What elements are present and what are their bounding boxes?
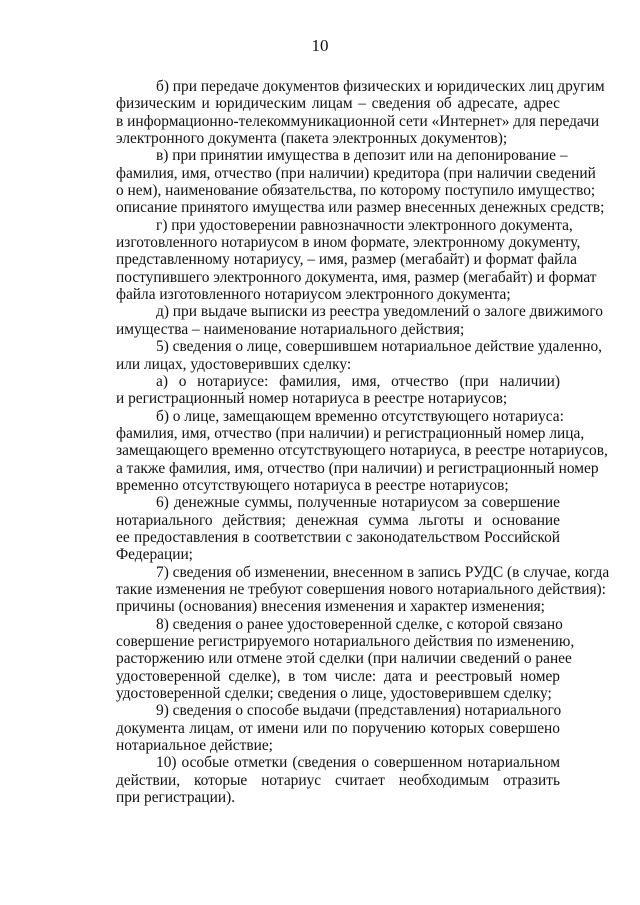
text-line: изготовленного нотариусом в ином формате, электронному документу, bbox=[116, 234, 581, 252]
paragraph-v-deposit bbox=[76, 147, 605, 217]
paragraph-10-special-notes bbox=[76, 754, 560, 806]
text-line: поступившего электронного документа, имя, размер (мегабайт) и формат bbox=[116, 268, 597, 286]
text-line: файла изготовленного нотариусом электронного документа; bbox=[116, 286, 511, 304]
text-line: причины (основания) внесения изменения и характер изменения; bbox=[116, 598, 545, 616]
paragraph-b-document-transfer bbox=[76, 78, 605, 148]
text-line: б) о лице, замещающем временно отсутствующего нотариуса: bbox=[156, 407, 564, 425]
text-line: в) при принятии имущества в депозит или на депонирование – bbox=[156, 147, 568, 165]
text-line: электронного документа (пакета электронных документов); bbox=[116, 130, 508, 148]
text-line: 8) сведения о ранее удостоверенной сделке, с которой связано bbox=[156, 615, 563, 633]
text-line: представленному нотариусу, – имя, размер (мегабайт) и формат файла bbox=[116, 251, 577, 269]
text-line: нотариальное действие; bbox=[116, 737, 273, 755]
text-line: 9) сведения о способе выдачи (представления) нотариального bbox=[156, 702, 562, 720]
paragraph-5-remote-notary bbox=[76, 338, 602, 373]
text-line: и регистрационный номер нотариуса в реестре нотариусов; bbox=[116, 390, 508, 408]
text-line: удостоверенной сделки; сведения о лице, удостоверившем сделку; bbox=[116, 685, 552, 703]
text-line: г) при удостоверении равнозначности электронного документа, bbox=[156, 216, 573, 234]
text-line: имущества – наименование нотариального действия; bbox=[116, 320, 465, 338]
paragraph-9-issuance bbox=[76, 702, 560, 754]
page-number: 10 bbox=[311, 36, 329, 55]
text-line: Федерации; bbox=[116, 546, 193, 564]
paragraph-b-substitute bbox=[76, 407, 608, 495]
text-line: 10) особые отметки (сведения о совершенном нотариальном bbox=[156, 754, 560, 772]
text-line: а) о нотариусе: фамилия, имя, отчество (при наличии) bbox=[156, 372, 560, 390]
text-line: документа лицам, от имени или по поручению которых совершено bbox=[116, 719, 560, 737]
text-line: такие изменения не требуют совершения нового нотариального действия): bbox=[116, 580, 606, 598]
paragraph-7-changes bbox=[76, 563, 610, 616]
text-line: д) при выдаче выписки из реестра уведомлений о залоге движимого bbox=[156, 303, 603, 321]
paragraph-6-fees bbox=[76, 494, 560, 563]
text-line: совершение регистрируемого нотариального действия по изменению, bbox=[116, 633, 575, 650]
text-line: физическим и юридическим лицам – сведения об адресате, адрес bbox=[116, 95, 560, 113]
text-line: при регистрации). bbox=[116, 789, 236, 807]
text-line: о нем), наименование обязательства, по которому поступило имущество; bbox=[116, 182, 596, 200]
text-line: замещающего временно отсутствующего нотариуса, в реестре нотариусов, bbox=[116, 442, 608, 460]
text-line: ее предоставления в соответствии с законодательством Российской bbox=[116, 528, 560, 546]
paragraph-g-equivalence bbox=[76, 216, 597, 304]
text-line: нотариального действия; денежная сумма льготы и основание bbox=[116, 511, 560, 529]
text-line: описание принятого имущества или размер внесенных денежных средств; bbox=[116, 199, 605, 217]
paragraph-8-prior-deal bbox=[76, 615, 575, 703]
text-line: 7) сведения об изменении, внесенном в запись РУДС (в случае, когда bbox=[156, 563, 610, 581]
document-body bbox=[76, 78, 610, 807]
text-line: временно отсутствующего нотариуса в реестре нотариусов; bbox=[116, 476, 509, 494]
text-line: б) при передаче документов физических и юридических лиц другим bbox=[156, 78, 605, 95]
text-line: расторжению или отмене этой сделки (при наличии сведений о ранее bbox=[116, 650, 572, 668]
paragraph-d-extract bbox=[76, 303, 603, 338]
text-line: действии, которые нотариус считает необходимым отразить bbox=[116, 771, 560, 789]
text-line: 5) сведения о лице, совершившем нотариальное действие удаленно, bbox=[156, 338, 602, 356]
text-line: а также фамилия, имя, отчество (при наличии) и регистрационный номер bbox=[116, 459, 599, 477]
paragraph-a-notary bbox=[76, 373, 560, 408]
text-line: в информационно-телекоммуникационной сети «Интернет» для передачи bbox=[116, 112, 600, 130]
text-line: фамилия, имя, отчество (при наличии) и регистрационный номер лица, bbox=[116, 424, 585, 442]
text-line: 6) денежные суммы, полученные нотариусом за совершение bbox=[156, 494, 560, 512]
text-line: фамилия, имя, отчество (при наличии) кредитора (при наличии сведений bbox=[116, 164, 596, 182]
text-line: или лицах, удостоверивших сделку: bbox=[116, 355, 352, 373]
text-line: удостоверенной сделке), в том числе: дата и реестровый номер bbox=[116, 667, 560, 685]
